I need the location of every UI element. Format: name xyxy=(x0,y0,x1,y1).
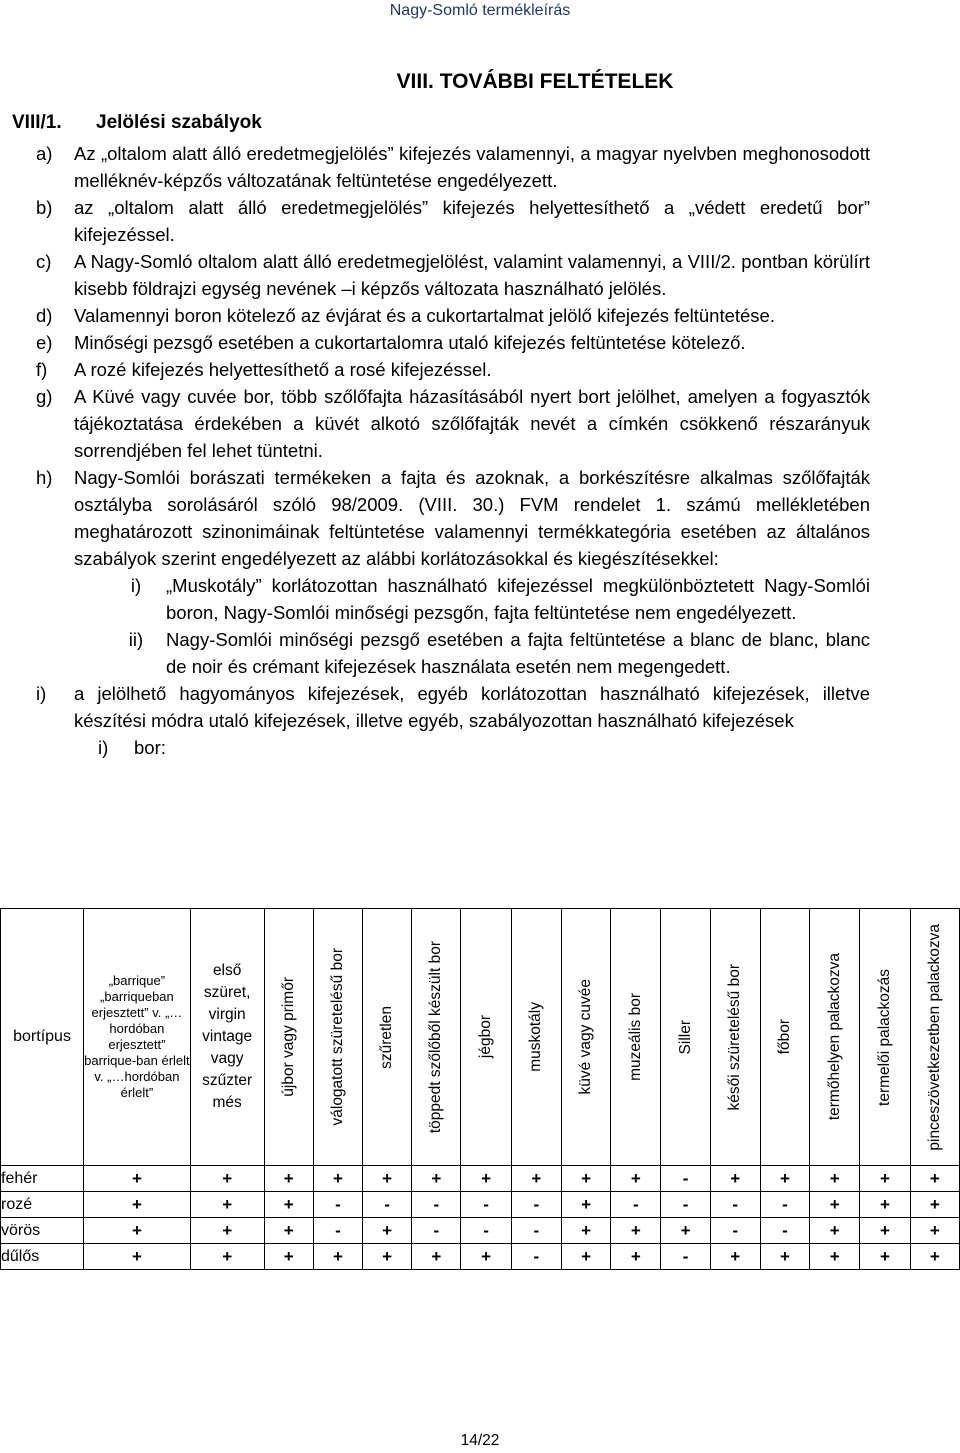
item-label: f) xyxy=(36,359,48,380)
section-title: VIII. TOVÁBBI FELTÉTELEK xyxy=(396,70,674,93)
column-header-label: jégbor xyxy=(477,1015,495,1059)
column-header: „barrique” „barriqueban erjesztett” v. „…hordóban erjesztett” barrique-ban érlelt v. „…hordóban érlelt” xyxy=(84,909,191,1166)
item-text: az „oltalom alatt álló eredetmegjelölés” kifejezés helyettesíthető a „védett eredetű bor” kifejezéssel. xyxy=(74,197,870,245)
table-cell: + xyxy=(561,1244,610,1270)
item-text: a jelölhető hagyományos kifejezések, egyéb korlátozottan használható kifejezések, illetve készítési módra utaló kifejezések, illetve egyéb, szabályozottan használható kifejezések xyxy=(74,683,870,731)
table-row xyxy=(1,1192,960,1218)
table-cell: + xyxy=(363,1244,412,1270)
table-cell: + xyxy=(190,1218,264,1244)
item-text: Valamennyi boron kötelező az évjárat és a cukortartalmat jelölő kifejezés feltüntetése. xyxy=(74,305,775,326)
table-cell: + xyxy=(910,1192,959,1218)
column-header xyxy=(661,909,710,1166)
sub-item-text: bor: xyxy=(134,737,166,758)
table-cell: + xyxy=(810,1218,860,1244)
table-cell: + xyxy=(84,1166,191,1192)
table-cell: - xyxy=(710,1192,760,1218)
sub-list-item xyxy=(98,734,870,761)
table-cell: + xyxy=(264,1218,313,1244)
item-label: e) xyxy=(36,332,53,353)
table-cell: + xyxy=(264,1244,313,1270)
column-header: első szüret, virgin vintage vagy szűzter més xyxy=(190,909,264,1166)
sub-item-text: „Muskotály” korlátozottan használható kifejezéssel megkülönböztetett Nagy-Somlói boron, Nagy-Somlói minőségi pezsgőn, fajta feltüntetése nem engedélyezett. xyxy=(166,575,870,623)
column-header-label: szűretlen xyxy=(378,1005,396,1069)
item-text: Nagy-Somlói borászati termékeken a fajta és azoknak, a borkészítésre alkalmas szőlőfajták osztályba sorolásáról szóló 98/2009. (VIII. 30.) FVM rendelet 1. számú mellékletében meghatározott szinonimáinak feltüntetése valamennyi termékkategória esetében az általános szabályok szerint engedélyezett az alábbi korlátozásokkal és kiegészítésekkel: xyxy=(74,467,870,569)
list-item xyxy=(12,194,870,248)
table-cell: + xyxy=(313,1244,362,1270)
list-item xyxy=(12,329,870,356)
table-cell: - xyxy=(611,1192,661,1218)
table-cell: - xyxy=(511,1218,561,1244)
column-header-label: küvé vagy cuvée xyxy=(577,979,595,1095)
list-item xyxy=(12,302,870,329)
table-cell: - xyxy=(412,1192,461,1218)
item-text: Az „oltalom alatt álló eredetmegjelölés” kifejezés valamennyi, a magyar nyelvben meghonosodott melléknév-képzős változatának feltüntetése engedélyezett. xyxy=(74,143,870,191)
table-cell: + xyxy=(860,1218,910,1244)
table-cell: + xyxy=(810,1192,860,1218)
sub-item-text: Nagy-Somlói minőségi pezsgő esetében a fajta feltüntetése a blanc de blanc, blanc de noir és crémant kifejezések használata esetén nem megengedett. xyxy=(166,629,870,677)
table-cell: + xyxy=(910,1218,959,1244)
table-cell: - xyxy=(710,1218,760,1244)
table-cell: + xyxy=(860,1192,910,1218)
column-header-label: muskotály xyxy=(527,1002,545,1072)
column-header xyxy=(313,909,362,1166)
table-cell: + xyxy=(461,1166,511,1192)
column-header xyxy=(264,909,313,1166)
table-cell: + xyxy=(860,1166,910,1192)
item-label: c) xyxy=(36,251,52,272)
table-cell: - xyxy=(661,1192,710,1218)
table-cell: + xyxy=(84,1244,191,1270)
table-cell: + xyxy=(910,1244,959,1270)
column-header-label: termőhelyen palackozva xyxy=(825,953,843,1121)
table-cell: - xyxy=(511,1244,561,1270)
table-cell: + xyxy=(860,1244,910,1270)
row-label: fehér xyxy=(1,1166,84,1192)
subsection-heading xyxy=(12,112,262,134)
subsection-number: VIII/1. xyxy=(12,112,62,133)
column-header-label: késői szüretelésű bor xyxy=(726,963,744,1111)
table-cell: + xyxy=(710,1244,760,1270)
table-cell: - xyxy=(760,1218,809,1244)
column-header-label: újbor vagy primőr xyxy=(279,977,297,1097)
column-header xyxy=(860,909,910,1166)
table-cell: + xyxy=(710,1166,760,1192)
sub-list-item xyxy=(82,626,870,680)
running-header: Nagy-Somló termékleírás xyxy=(389,2,571,19)
table-cell: + xyxy=(461,1244,511,1270)
row-label: dűlős xyxy=(1,1244,84,1270)
table-cell: - xyxy=(363,1192,412,1218)
list-item xyxy=(12,383,870,464)
sub-item-label: i) xyxy=(130,575,142,596)
table-cell: - xyxy=(661,1166,710,1192)
column-header-label: termelői palackozás xyxy=(875,968,893,1106)
table-cell: + xyxy=(264,1166,313,1192)
item-label: h) xyxy=(36,467,53,488)
column-header xyxy=(461,909,511,1166)
column-header-label: töppedt szőlőből készült bor xyxy=(427,940,445,1134)
table-cell: + xyxy=(810,1166,860,1192)
table-cell: + xyxy=(760,1166,809,1192)
table-cell: - xyxy=(461,1218,511,1244)
rules-list xyxy=(12,140,870,761)
table-row xyxy=(1,1218,960,1244)
table-cell: + xyxy=(264,1192,313,1218)
item-label: a) xyxy=(36,143,53,164)
table-cell: + xyxy=(810,1244,860,1270)
item-label: d) xyxy=(36,305,53,326)
table-cell: + xyxy=(190,1166,264,1192)
table-cell: + xyxy=(363,1166,412,1192)
column-header xyxy=(363,909,412,1166)
item-label: i) xyxy=(36,683,47,704)
table-cell: - xyxy=(760,1192,809,1218)
list-item xyxy=(12,464,870,572)
column-header xyxy=(611,909,661,1166)
table-cell: + xyxy=(561,1192,610,1218)
list-item xyxy=(12,356,870,383)
column-header-label: válogatott szüretelésű bor xyxy=(328,948,346,1126)
table-cell: + xyxy=(760,1244,809,1270)
table-cell: + xyxy=(363,1218,412,1244)
table-row xyxy=(1,1244,960,1270)
sub-item-label: i) xyxy=(98,737,109,758)
list-item xyxy=(12,140,870,194)
table-cell: - xyxy=(412,1218,461,1244)
table-cell: + xyxy=(611,1218,661,1244)
item-label: g) xyxy=(36,386,53,407)
column-header xyxy=(810,909,860,1166)
column-header xyxy=(561,909,610,1166)
item-text: A Küvé vagy cuvée bor, több szőlőfajta házasításából nyert bort jelölhet, amelyen a fogyasztók tájékoztatása érdekében a küvét alkotó szőlőfajták nevét a címkén csökkenő részarányuk sorrendjében fel lehet tüntetni. xyxy=(74,386,870,461)
column-header-label: Siller xyxy=(676,1019,694,1055)
table-cell: + xyxy=(561,1166,610,1192)
column-header xyxy=(511,909,561,1166)
row-label: rozé xyxy=(1,1192,84,1218)
table-cell: + xyxy=(313,1166,362,1192)
table-cell: + xyxy=(910,1166,959,1192)
labelling-table xyxy=(0,908,960,1270)
column-header xyxy=(412,909,461,1166)
table-body xyxy=(1,1166,960,1270)
item-text: A Nagy-Somló oltalom alatt álló eredetmegjelölést, valamint valamennyi, a VIII/2. pontban körülírt kisebb földrajzi egység nevének –i képzős változata használható jelölés. xyxy=(74,251,870,299)
list-item xyxy=(12,680,870,734)
table-cell: - xyxy=(313,1192,362,1218)
column-header-label: muzeális bor xyxy=(626,993,644,1081)
table-row xyxy=(1,1166,960,1192)
table-cell: - xyxy=(461,1192,511,1218)
subsection-title: Jelölési szabályok xyxy=(96,112,262,133)
list-item xyxy=(12,248,870,302)
item-label: b) xyxy=(36,197,53,218)
table-cell: + xyxy=(561,1218,610,1244)
table-cell: + xyxy=(190,1244,264,1270)
sub-item-label: ii) xyxy=(128,629,144,650)
table-cell: + xyxy=(84,1218,191,1244)
column-header-label: főbor xyxy=(776,1019,793,1055)
table-cell: + xyxy=(412,1166,461,1192)
page-number: 14/22 xyxy=(460,1432,500,1449)
column-header xyxy=(710,909,760,1166)
item-text: Minőségi pezsgő esetében a cukortartalomra utaló kifejezés feltüntetése kötelező. xyxy=(74,332,746,353)
table-header-row xyxy=(1,909,960,1166)
table-cell: + xyxy=(84,1192,191,1218)
table-cell: - xyxy=(511,1192,561,1218)
column-header-label: pinceszövetkezetben palackozva xyxy=(925,923,943,1151)
table-cell: - xyxy=(661,1244,710,1270)
table-cell: + xyxy=(412,1244,461,1270)
column-header xyxy=(910,909,959,1166)
row-label: vörös xyxy=(1,1218,84,1244)
table-cell: + xyxy=(611,1166,661,1192)
table-cell: + xyxy=(661,1218,710,1244)
row-header-cell: bortípus xyxy=(1,909,84,1166)
table-cell: - xyxy=(313,1218,362,1244)
table-cell: + xyxy=(511,1166,561,1192)
table-cell: + xyxy=(611,1244,661,1270)
column-header xyxy=(760,909,809,1166)
table-cell: + xyxy=(190,1192,264,1218)
item-text: A rozé kifejezés helyettesíthető a rosé kifejezéssel. xyxy=(74,359,492,380)
sub-list-item xyxy=(82,572,870,626)
